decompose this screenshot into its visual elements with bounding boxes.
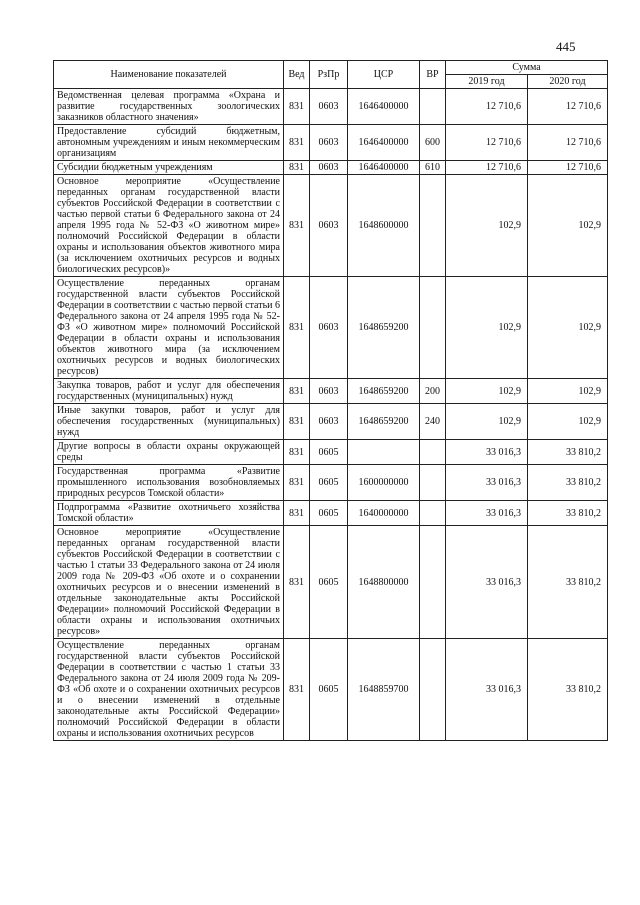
table-row (54, 125, 608, 161)
row-sum-2019: 33 016,3 (446, 526, 528, 639)
row-csr (348, 440, 420, 465)
row-vr (420, 175, 446, 277)
table-body (54, 89, 608, 741)
row-sum-2019: 102,9 (446, 404, 528, 440)
header-csr: ЦСР (348, 61, 420, 89)
row-vr (420, 89, 446, 125)
row-csr: 1646400000 (348, 161, 420, 175)
row-csr: 1600000000 (348, 465, 420, 501)
row-csr: 1648659200 (348, 379, 420, 404)
row-vr: 240 (420, 404, 446, 440)
row-sum-2019: 102,9 (446, 277, 528, 379)
row-vr: 610 (420, 161, 446, 175)
page-number: 445 (556, 39, 576, 54)
header-ved: Вед (284, 61, 310, 89)
table-row (54, 277, 608, 379)
row-ved: 831 (284, 161, 310, 175)
row-ved: 831 (284, 404, 310, 440)
row-ved: 831 (284, 501, 310, 526)
row-name: Ведомственная целевая программа «Охрана и развитие государственных зоологических заказников областного значения» (54, 89, 284, 125)
row-ved: 831 (284, 639, 310, 741)
budget-table (53, 60, 608, 741)
row-name: Другие вопросы в области охраны окружающей среды (54, 440, 284, 465)
row-vr (420, 277, 446, 379)
table-row (54, 161, 608, 175)
row-sum-2020: 12 710,6 (528, 125, 608, 161)
row-csr: 1648800000 (348, 526, 420, 639)
header-year-2020: 2020 год (528, 75, 608, 89)
row-sum-2020: 12 710,6 (528, 89, 608, 125)
row-sum-2019: 12 710,6 (446, 125, 528, 161)
row-rzpr: 0603 (310, 89, 348, 125)
row-name: Осуществление переданных органам государственной власти субъектов Российской Федерации в соответствии с частью первой статьи 6 Федерального закона от 24 апреля 1995 года № 52-ФЗ «О животном мире» полномочий Российской Федерации в области охраны и использования объектов животного мира (за исключением охотничьих ресурсов и водных биологических ресурсов) (54, 277, 284, 379)
row-name: Закупка товаров, работ и услуг для обеспечения государственных (муниципальных) нужд (54, 379, 284, 404)
table-row (54, 404, 608, 440)
row-vr (420, 440, 446, 465)
row-name: Предоставление субсидий бюджетным, автономным учреждениям и иным некоммерческим организациям (54, 125, 284, 161)
table-row (54, 501, 608, 526)
row-vr: 200 (420, 379, 446, 404)
row-vr (420, 526, 446, 639)
row-sum-2020: 33 810,2 (528, 526, 608, 639)
row-csr: 1646400000 (348, 125, 420, 161)
row-sum-2019: 33 016,3 (446, 501, 528, 526)
row-rzpr: 0605 (310, 639, 348, 741)
row-rzpr: 0605 (310, 440, 348, 465)
table-row (54, 526, 608, 639)
row-csr: 1648659200 (348, 404, 420, 440)
row-sum-2019: 102,9 (446, 175, 528, 277)
row-rzpr: 0605 (310, 465, 348, 501)
row-sum-2019: 33 016,3 (446, 639, 528, 741)
row-ved: 831 (284, 440, 310, 465)
table-row (54, 465, 608, 501)
row-name: Подпрограмма «Развитие охотничьего хозяйства Томской области» (54, 501, 284, 526)
row-csr: 1646400000 (348, 89, 420, 125)
row-sum-2020: 102,9 (528, 175, 608, 277)
table-row (54, 175, 608, 277)
row-rzpr: 0603 (310, 175, 348, 277)
row-csr: 1640000000 (348, 501, 420, 526)
table-row (54, 89, 608, 125)
row-sum-2020: 33 810,2 (528, 440, 608, 465)
row-name: Осуществление переданных органам государственной власти субъектов Российской Федерации в соответствии с частью 1 статьи 33 Федерального закона от 24 июля 2009 года № 209-ФЗ «Об охоте и о сохранении охотничьих ресурсов и о внесении изменений в отдельные законодательные акты Российской Федерации» полномочий Российской Федерации в области охраны и использования охотничьих ресурсов (54, 639, 284, 741)
row-rzpr: 0603 (310, 379, 348, 404)
table-row (54, 440, 608, 465)
header-name: Наименование показателей (54, 61, 284, 89)
header-rzpr: РзПр (310, 61, 348, 89)
row-vr: 600 (420, 125, 446, 161)
row-vr (420, 501, 446, 526)
row-sum-2019: 33 016,3 (446, 465, 528, 501)
row-ved: 831 (284, 465, 310, 501)
row-ved: 831 (284, 175, 310, 277)
row-csr: 1648600000 (348, 175, 420, 277)
row-sum-2019: 12 710,6 (446, 161, 528, 175)
table-header (54, 61, 608, 89)
row-rzpr: 0605 (310, 526, 348, 639)
row-sum-2020: 12 710,6 (528, 161, 608, 175)
row-ved: 831 (284, 277, 310, 379)
row-ved: 831 (284, 125, 310, 161)
row-name: Основное мероприятие «Осуществление переданных органам государственной власти субъектов Российской Федерации в соответствии с частью первой статьи 6 Федерального закона от 24 апреля 1995 года № 52-ФЗ «О животном мире» полномочий Российской Федерации в области охраны и использования объектов животного мира (за исключением охотничьих ресурсов и водных биологических ресурсов)» (54, 175, 284, 277)
row-sum-2019: 33 016,3 (446, 440, 528, 465)
row-ved: 831 (284, 526, 310, 639)
row-csr: 1648859700 (348, 639, 420, 741)
row-sum-2019: 102,9 (446, 379, 528, 404)
header-vr: ВР (420, 61, 446, 89)
row-rzpr: 0603 (310, 404, 348, 440)
row-rzpr: 0603 (310, 161, 348, 175)
row-sum-2019: 12 710,6 (446, 89, 528, 125)
row-name: Иные закупки товаров, работ и услуг для обеспечения государственных (муниципальных) нужд (54, 404, 284, 440)
row-vr (420, 639, 446, 741)
row-name: Субсидии бюджетным учреждениям (54, 161, 284, 175)
table-row (54, 639, 608, 741)
table-row (54, 379, 608, 404)
row-sum-2020: 33 810,2 (528, 501, 608, 526)
row-sum-2020: 33 810,2 (528, 465, 608, 501)
row-rzpr: 0603 (310, 125, 348, 161)
row-name: Государственная программа «Развитие промышленного использования возобновляемых природных ресурсов Томской области» (54, 465, 284, 501)
row-ved: 831 (284, 89, 310, 125)
row-csr: 1648659200 (348, 277, 420, 379)
row-sum-2020: 33 810,2 (528, 639, 608, 741)
row-sum-2020: 102,9 (528, 379, 608, 404)
row-name: Основное мероприятие «Осуществление переданных органам государственной власти субъектов Российской Федерации в соответствии с частью 1 статьи 33 Федерального закона от 24 июля 2009 года № 209-ФЗ «Об охоте и о сохранении охотничьих ресурсов и о внесении изменений в отдельные законодательные акты Российской Федерации» полномочий Российской Федерации в области охраны и использования охотничьих ресурсов» (54, 526, 284, 639)
row-vr (420, 465, 446, 501)
row-ved: 831 (284, 379, 310, 404)
row-rzpr: 0603 (310, 277, 348, 379)
row-rzpr: 0605 (310, 501, 348, 526)
header-year-2019: 2019 год (446, 75, 528, 89)
row-sum-2020: 102,9 (528, 404, 608, 440)
row-sum-2020: 102,9 (528, 277, 608, 379)
header-sum: Сумма (446, 61, 608, 75)
